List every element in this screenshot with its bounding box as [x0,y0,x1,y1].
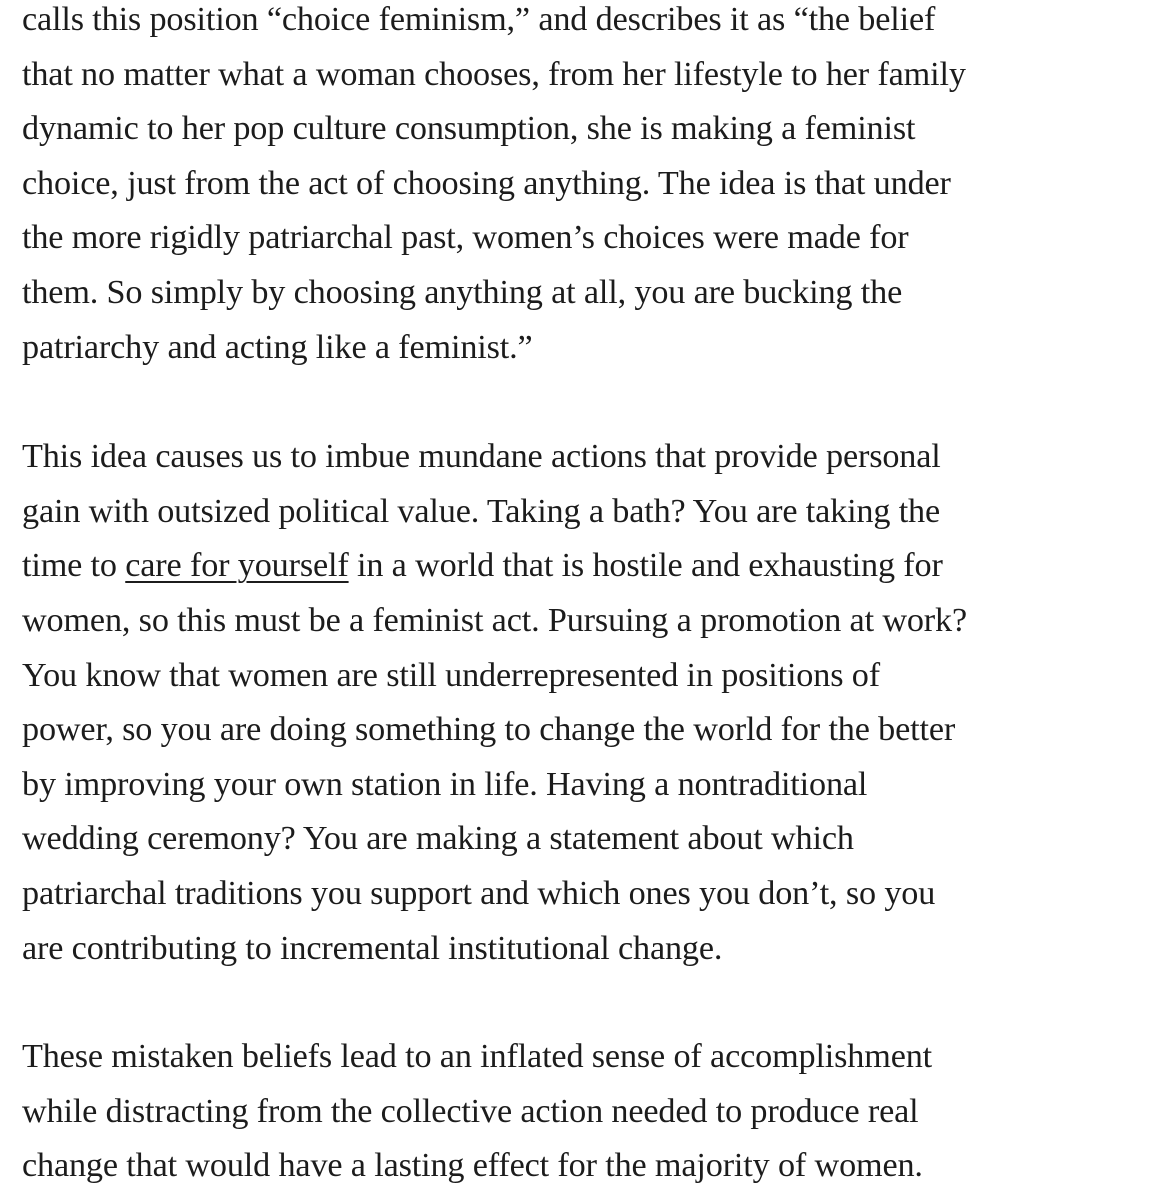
text-line: women, so this must be a feminist act. Pursuing a promotion at work? [22,601,968,639]
text-line: This idea causes us to imbue mundane actions that provide personal [22,438,941,476]
text-line: choice, just from the act of choosing anything. The idea is that under [22,164,951,202]
text-line: patriarchy and acting like a feminist.” [22,328,533,366]
text-line: by improving your own station in life. Having a nontraditional [22,765,868,803]
text-line: You know that women are still underrepresented in positions of [22,656,880,694]
text-line: the more rigidly patriarchal past, women’s choices were made for [22,219,909,257]
text-line: These mistaken beliefs lead to an inflated sense of accomplishment [22,1038,933,1076]
text-line: while distracting from the collective action needed to produce real [22,1092,919,1130]
text-line: that no matter what a woman chooses, from her lifestyle to her family [22,55,966,93]
paragraph-mistaken-beliefs [22,1030,1162,1194]
text-line: power, so you are doing something to change the world for the better [22,711,956,749]
text-line: dynamic to her pop culture consumption, she is making a feminist [22,110,916,148]
text-line: them. So simply by choosing anything at all, you are bucking the [22,273,903,311]
text-line: calls this position “choice feminism,” and describes it as “the belief [22,1,936,38]
text-line: wedding ceremony? You are making a statement about which [22,820,854,858]
paragraph-mundane-actions [22,430,1162,976]
text-segment: in a world that is hostile and exhausting for [348,547,943,585]
text-line: change that would have a lasting effect for the majority of women. [22,1147,923,1185]
text-line: patriarchal traditions you support and which ones you don’t, so you [22,874,936,912]
text-line-with-link [22,539,1162,594]
text-line: are contributing to incremental institutional change. [22,929,723,967]
text-line: gain with outsized political value. Taking a bath? You are taking the [22,492,941,530]
text-segment: time to [22,547,126,585]
paragraph-choice-feminism [22,0,1162,375]
article-body [22,0,1162,1194]
care-for-yourself-link[interactable]: care for yourself [125,547,349,585]
